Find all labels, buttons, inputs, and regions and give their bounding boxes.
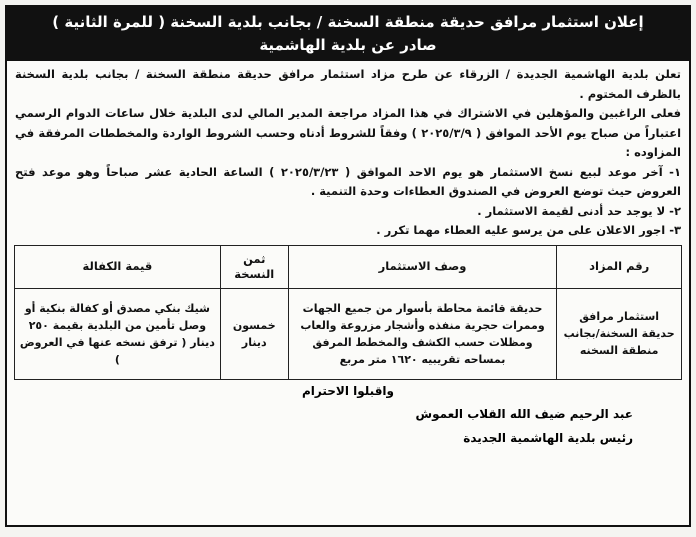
- cell-auction-number: استثمار مرافق حديقة السخنة/بجانب منطقة السخنه: [557, 288, 682, 379]
- header-description: وصف الاستثمار: [288, 245, 557, 288]
- header-copy-price: ثمن النسخة: [220, 245, 288, 288]
- signatory-title: رئيس بلدية الهاشمية الجديدة: [463, 430, 633, 445]
- signature-block: [7, 402, 689, 450]
- cell-copy-price: خمسون دينار: [220, 288, 288, 379]
- header-title: إعلان استثمار مرافق حديقة منطقة السخنة / بجانب بلدية السخنة ( للمرة الثانية ): [52, 13, 644, 31]
- announcement-body: [7, 61, 689, 241]
- condition-1: ١- آخر موعد لبيع نسخ الاستثمار هو يوم الاحد الموافق ( ٢٠٢٥/٣/٢٣ ) الساعة الحادية عشر صباحاً وهو موعد فتح العروض حيث توضع العروض في الصندوق العطاءات وحدة التنمية .: [15, 164, 681, 198]
- header-auction-number: رقم المزاد: [557, 245, 682, 288]
- auction-table: [14, 245, 682, 380]
- announcement: [5, 5, 691, 527]
- condition-2: ٢- لا يوجد حد أدنى لقيمة الاستثمار .: [477, 203, 681, 218]
- cell-description: حديقة قائمة محاطة بأسوار من جميع الجهات وممرات حجرية منفذه وأشجار مزروعة والعاب ومظلات حسب الكشف والمخطط المرفق بمساحه تقريبيه ١٦٢٠ متر مربع: [288, 288, 557, 379]
- condition-3: ٣- اجور الاعلان على من يرسو عليه العطاء مهما تكرر .: [376, 223, 681, 237]
- closing-line: واقبلوا الاحترام: [301, 383, 394, 398]
- instructions-paragraph: فعلى الراغبين والمؤهلين في الاشتراك في هذا المزاد مراجعة المدير المالي لدى البلدية خلال ساعات الدوام الرسمي اعتباراً من صباح يوم الأحد الموافق ( ٢٠٢٥/٣/٩ ) وفقاً للشروط أدناه وحسب الشروط الواردة والمخططات المرفقة في المزاوده :: [15, 106, 682, 159]
- cell-guarantee: شيك بنكي مصدق أو كفالة بنكية أو وصل تأمين من البلدية بقيمة ٢٥٠ دينار ( ترفق نسخه عنها في العروض ): [15, 288, 221, 379]
- table-header-row: [15, 245, 682, 288]
- signatory-name: عبد الرحيم ضيف الله القلاب العموش: [415, 406, 633, 421]
- table-row: [15, 288, 682, 379]
- header-subtitle: صادر عن بلدية الهاشمية: [259, 36, 437, 54]
- intro-paragraph: تعلن بلدية الهاشمية الجديدة / الزرقاء عن طرح مزاد استثمار مرافق حديقة منطقة السخنة / بجانب بلدية السخنة بالظرف المختوم .: [15, 67, 681, 101]
- header-guarantee: قيمة الكفالة: [15, 245, 221, 288]
- announcement-header: [7, 7, 689, 61]
